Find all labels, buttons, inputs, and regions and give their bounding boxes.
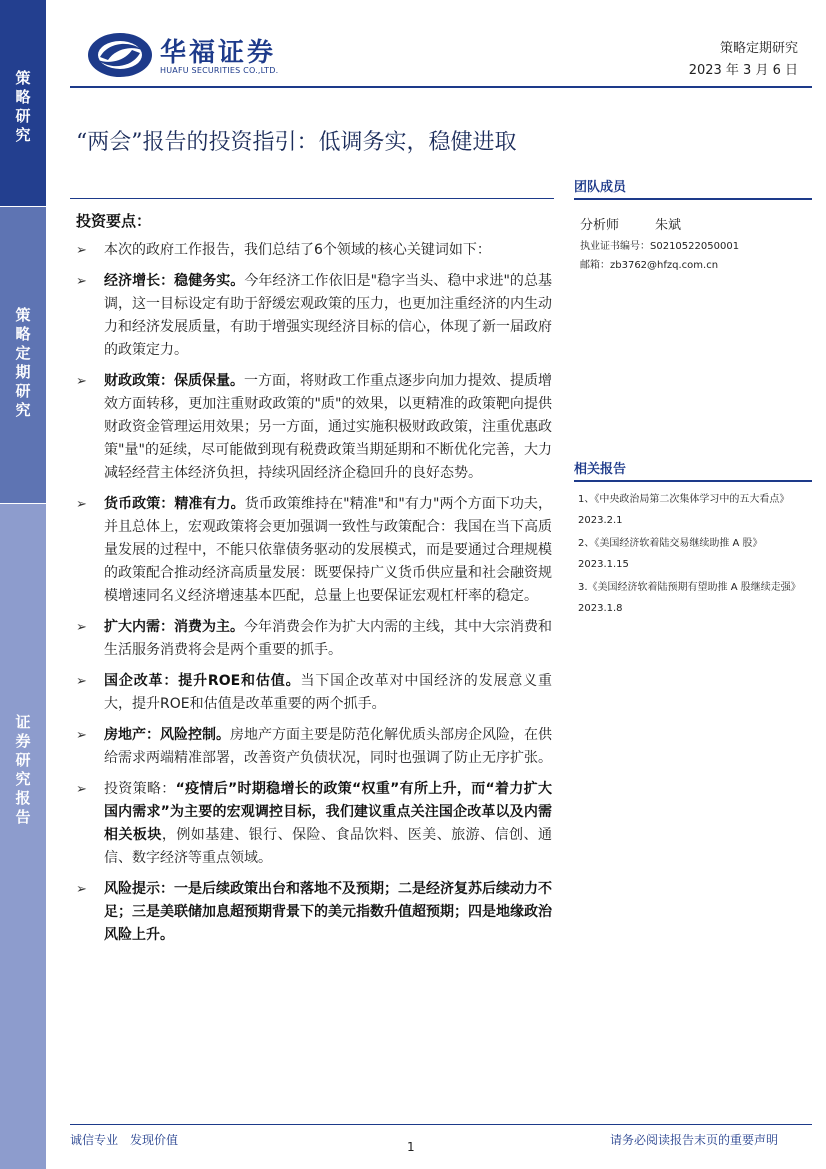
footer-disclaimer: 请务必阅读报告末页的重要声明 — [609, 1133, 778, 1147]
report-date: 2023 年 3 月 6 日 — [688, 63, 798, 78]
analyst-role: 分析师 — [580, 218, 620, 233]
highlight-text: 当下国企改革对中国经济的发展意义重大，提升ROE和估值是改革重要的两个抓手。 — [104, 673, 553, 712]
footer-slogan: 诚信专业 发现价值 — [70, 1133, 179, 1147]
highlight-title: 国企改革：提升ROE和估值。 — [104, 673, 301, 689]
section-heading: 投资要点： — [76, 212, 152, 230]
team-heading: 团队成员 — [574, 176, 812, 200]
sidebar-label-report: 证券研究报告 — [13, 714, 32, 828]
analyst-email: 邮箱：zb3762@hfzq.com.cn — [580, 260, 719, 271]
arrow-bullet-icon: ➢ — [76, 728, 87, 743]
page-number: 1 — [407, 1140, 415, 1154]
highlight-item — [76, 724, 552, 770]
highlight-text: 货币政策维持在"精准"和"有力"两个方面下功夫，并且总体上，宏观政策将会更加强调一致性与政策配合：我国在当下高质量发展的过程中，不能只依靠债务驱动的发展模式，而是要通过合理规模的政策配合推动经济高质量发展：既要保持广义货币供应量和社会融资规模增速同名义经济增速基本匹配，总量上也要保证宏观杠杆率的稳定。 — [104, 496, 553, 604]
highlight-title: “疫情后”时期稳增长的政策“权重”有所上升，而“着力扩大国内需求”为主要的宏观调控目标，我们建议重点关注国企改革以及内需相关板块 — [104, 781, 552, 843]
report-type: 策略定期研究 — [719, 41, 798, 56]
header-divider — [70, 86, 812, 88]
highlight-text: 本次的政府工作报告，我们总结了6个领域的核心关键词如下： — [104, 242, 491, 258]
sidebar-block-report — [0, 504, 46, 1169]
highlight-text: 今年消费会作为扩大内需的主线，其中大宗消费和生活服务消费将会是两个重要的抓手。 — [104, 619, 552, 658]
sidebar-block-periodic — [0, 207, 46, 503]
sidebar-label-periodic: 策略定期研究 — [13, 307, 32, 421]
related-report-title[interactable]: 1、《中央政治局第二次集体学习中的五大看点》 — [578, 494, 790, 505]
related-reports-heading: 相关报告 — [574, 458, 812, 482]
highlight-title: 经济增长：稳健务实。 — [104, 273, 245, 289]
highlight-title: 房地产：风险控制。 — [104, 727, 230, 743]
arrow-bullet-icon: ➢ — [76, 674, 87, 689]
arrow-bullet-icon: ➢ — [76, 374, 87, 389]
related-report-date: 2023.1.15 — [578, 559, 629, 570]
highlight-text: 今年经济工作依旧是"稳字当头、稳中求进"的总基调，这一目标设定有助于舒缓宏观政策的压力，也更加注重经济的内生动力和经济发展质量，有助于增强实现经济目标的信心，体现了新一届政府的政策定力。 — [104, 273, 552, 358]
huafu-logo-icon — [86, 30, 154, 80]
header-meta — [689, 38, 798, 82]
arrow-bullet-icon: ➢ — [76, 243, 87, 258]
footer-divider — [70, 1124, 812, 1125]
logo-chinese-name: 华福证券 — [160, 38, 277, 68]
left-sidebar — [0, 0, 46, 1169]
company-logo — [86, 30, 296, 80]
related-report-date: 2023.2.1 — [578, 515, 623, 526]
related-report-title[interactable]: 2、《美国经济软着陆交易继续助推 A 股》 — [578, 538, 763, 549]
title-divider — [70, 198, 554, 199]
arrow-bullet-icon: ➢ — [76, 274, 87, 289]
arrow-bullet-icon: ➢ — [76, 620, 87, 635]
analyst-row — [574, 214, 812, 233]
related-reports-section — [574, 458, 812, 614]
highlight-item — [76, 670, 552, 716]
arrow-bullet-icon: ➢ — [76, 497, 87, 512]
highlight-item — [76, 878, 552, 947]
highlight-title: 扩大内需：消费为主。 — [104, 619, 244, 635]
highlight-lead: 投资策略： — [104, 781, 176, 797]
highlight-title: 财政政策：保质保量。 — [104, 373, 244, 389]
highlight-item — [76, 239, 552, 262]
sidebar-block-strategy — [0, 0, 46, 206]
highlight-item — [76, 616, 552, 662]
report-title: “两会”报告的投资指引：低调务实，稳健进取 — [76, 130, 517, 155]
arrow-bullet-icon: ➢ — [76, 782, 87, 797]
highlight-item — [76, 493, 552, 608]
analyst-name: 朱斌 — [655, 218, 682, 233]
highlight-item — [76, 778, 552, 870]
highlight-text: 房地产方面主要是防范化解优质头部房企风险，在供给需求两端精准部署，改善资产负债状况，同时也强调了防止无序扩张。 — [104, 727, 552, 766]
highlight-text: ，例如基建、银行、保险、食品饮料、医美、旅游、信创、通信、数字经济等重点领域。 — [104, 827, 553, 866]
team-section — [574, 176, 812, 271]
highlight-text: 一方面，将财政工作重点逐步向加力提效、提质增效方面转移，更加注重财政政策的"质"的效果，以更精准的政策靶向提供财政资金管理运用效果；另一方面，通过实施积极财政政策，注重优惠政策"量"的延续，尽可能做到现有税费政策当期延期和不断优化完善，大力减轻经营主体经济负担，持续巩固经济企稳回升的良好态势。 — [104, 373, 552, 481]
related-report-date: 2023.1.8 — [578, 603, 623, 614]
related-report-title[interactable]: 3.《美国经济软着陆预期有望助推 A 股继续走强》 — [578, 582, 801, 593]
logo-english-name: HUAFU SECURITIES CO.,LTD. — [160, 66, 279, 75]
highlight-item — [76, 370, 552, 485]
analyst-cert: 执业证书编号：S0210522050001 — [580, 241, 740, 252]
highlight-title: 货币政策：精准有力。 — [104, 496, 245, 512]
highlight-item — [76, 270, 552, 362]
investment-highlights — [76, 208, 552, 955]
arrow-bullet-icon: ➢ — [76, 882, 87, 897]
sidebar-label-strategy: 策略研究 — [13, 70, 32, 146]
highlight-title: 风险提示：一是后续政策出台和落地不及预期；二是经济复苏后续动力不足；三是美联储加息超预期背景下的美元指数升值超预期；四是地缘政治风险上升。 — [104, 881, 552, 943]
